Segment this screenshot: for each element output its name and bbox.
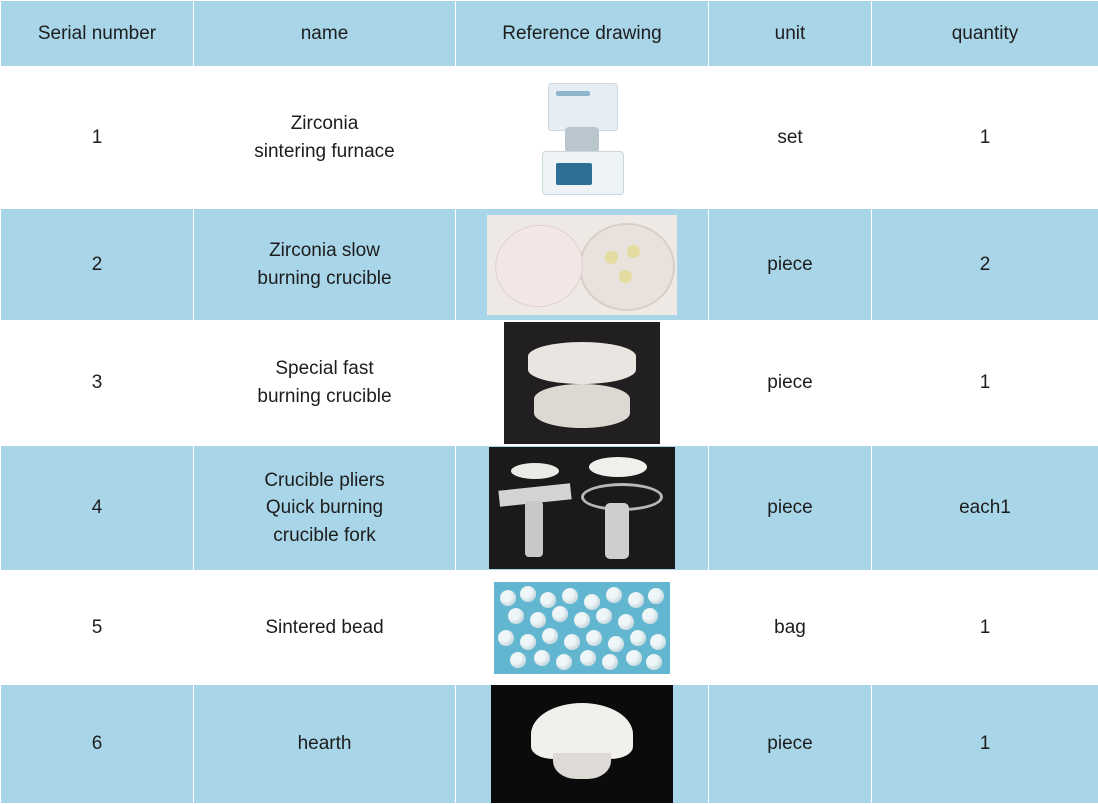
cell-reference-drawing [456,446,709,571]
cell-reference-drawing [456,209,709,321]
name-line: hearth [194,730,455,758]
cell-reference-drawing [456,685,709,804]
cell-name [194,685,456,804]
name-line: sintering furnace [194,138,455,166]
fast-burning-crucible-image [504,322,660,444]
cell-unit: bag [709,571,872,685]
table-row [1,67,1098,209]
cell-quantity: 1 [872,67,1098,209]
cell-serial-number: 3 [1,321,194,446]
name-line: burning crucible [194,383,455,411]
cell-quantity: 2 [872,209,1098,321]
cell-reference-drawing [456,321,709,446]
cell-serial-number: 5 [1,571,194,685]
table-row [1,321,1098,446]
sintered-bead-image [494,582,670,674]
cell-name [194,446,456,571]
cell-serial-number: 2 [1,209,194,321]
table-header-row [1,1,1098,67]
name-line: Crucible pliers [194,467,455,495]
cell-quantity: each1 [872,446,1098,571]
cell-unit: set [709,67,872,209]
column-header-reference-drawing: Reference drawing [456,1,709,67]
name-line: Zirconia slow [194,237,455,265]
cell-name [194,321,456,446]
name-line: Quick burning [194,494,455,522]
column-header-name: name [194,1,456,67]
name-line: Special fast [194,355,455,383]
cell-serial-number: 4 [1,446,194,571]
column-header-serial-number: Serial number [1,1,194,67]
cell-name [194,209,456,321]
name-line: Sintered bead [194,614,455,642]
cell-reference-drawing [456,571,709,685]
cell-serial-number: 1 [1,67,194,209]
column-header-unit: unit [709,1,872,67]
table-row [1,209,1098,321]
cell-unit: piece [709,321,872,446]
cell-quantity: 1 [872,571,1098,685]
cell-name [194,67,456,209]
cell-quantity: 1 [872,321,1098,446]
cell-name [194,571,456,685]
table-row [1,571,1098,685]
cell-unit: piece [709,685,872,804]
cell-unit: piece [709,209,872,321]
cell-quantity: 1 [872,685,1098,804]
name-line: burning crucible [194,265,455,293]
name-line: Zirconia [194,110,455,138]
table-header [1,1,1098,67]
name-line: crucible fork [194,522,455,550]
crucible-pliers-fork-image [489,447,675,569]
table-row [1,446,1098,571]
cell-serial-number: 6 [1,685,194,804]
table-row [1,685,1098,804]
column-header-quantity: quantity [872,1,1098,67]
hearth-image [491,685,673,803]
slow-burning-crucible-image [487,215,677,315]
sintering-furnace-image [534,77,630,199]
table-body [1,67,1098,804]
cell-reference-drawing [456,67,709,209]
cell-unit: piece [709,446,872,571]
